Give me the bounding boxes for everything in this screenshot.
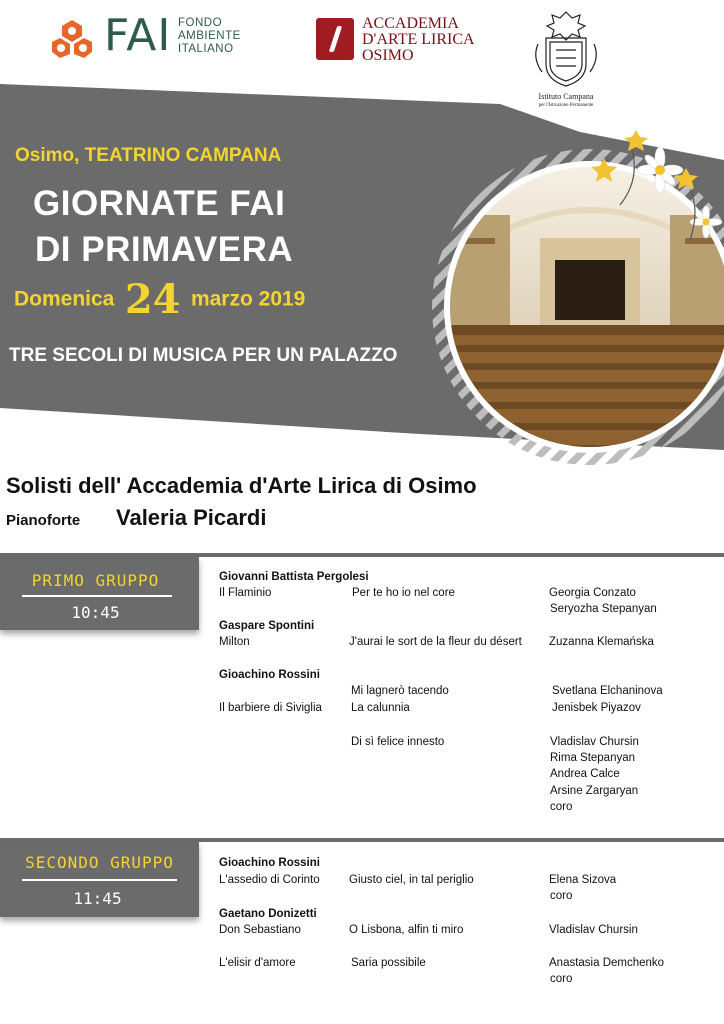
group-box-secondo bbox=[0, 842, 199, 917]
group-time: 11:45 bbox=[73, 889, 122, 908]
fai-line: FONDO bbox=[178, 17, 223, 29]
singer: Seryozha Stepanyan bbox=[550, 603, 657, 615]
group-underline bbox=[22, 595, 172, 597]
istituto-name: Istituto Campana bbox=[538, 92, 594, 101]
date-month-year: marzo 2019 bbox=[190, 287, 306, 311]
event-title-line1: GIORNATE FAI bbox=[33, 184, 286, 223]
accademia-line: OSIMO bbox=[362, 47, 414, 64]
date-day: 24 bbox=[124, 276, 181, 323]
group-underline bbox=[22, 879, 177, 881]
event-title-line2: DI PRIMAVERA bbox=[35, 230, 294, 269]
fai-line: AMBIENTE bbox=[178, 30, 241, 42]
aria: O Lisbona, alfin ti miro bbox=[349, 924, 464, 936]
date-weekday: Domenica bbox=[14, 287, 115, 311]
aria: J'aurai le sort de la fleur du désert bbox=[349, 636, 522, 648]
aria: Mi lagnerò tacendo bbox=[351, 685, 449, 697]
soloists-heading: Solisti dell' Accademia d'Arte Lirica di Osimo bbox=[6, 473, 477, 498]
singer: Svetlana Elchaninova bbox=[552, 685, 663, 697]
opera: L'assedio di Corinto bbox=[219, 874, 320, 886]
opera: Il Flaminio bbox=[219, 587, 272, 599]
accademia-line: D'ARTE LIRICA bbox=[362, 31, 475, 48]
group-box-primo bbox=[0, 557, 199, 630]
composer: Gaspare Spontini bbox=[219, 620, 315, 632]
aria: Di sì felice innesto bbox=[351, 736, 445, 748]
group-name: PRIMO GRUPPO bbox=[31, 571, 160, 590]
singer: coro bbox=[550, 801, 573, 813]
aria: Giusto ciel, in tal periglio bbox=[349, 874, 474, 886]
singer: Zuzanna Klemańska bbox=[549, 636, 654, 648]
fai-wordmark: FAI bbox=[104, 10, 172, 61]
opera: Don Sebastiano bbox=[219, 924, 301, 936]
event-date bbox=[14, 276, 306, 323]
piano-label: Pianoforte bbox=[6, 512, 81, 529]
composer: Gaetano Donizetti bbox=[219, 908, 317, 920]
singer: Andrea Calce bbox=[550, 768, 620, 780]
event-subtitle: TRE SECOLI DI MUSICA PER UN PALAZZO bbox=[9, 345, 398, 366]
opera: Il barbiere di Siviglia bbox=[219, 702, 322, 714]
istituto-subname: per l'Istruzione Permanente bbox=[538, 103, 594, 108]
singer: Jenisbek Piyazov bbox=[552, 702, 641, 714]
opera: Milton bbox=[219, 636, 250, 648]
aria: Per te ho io nel core bbox=[352, 587, 455, 599]
location: Osimo, TEATRINO CAMPANA bbox=[15, 145, 282, 166]
singer: Elena Sizova bbox=[549, 874, 617, 886]
opera: L'elisir d'amore bbox=[219, 957, 296, 969]
composer: Gioachino Rossini bbox=[219, 857, 320, 869]
accademia-line: ACCADEMIA bbox=[362, 15, 459, 32]
composer: Giovanni Battista Pergolesi bbox=[219, 571, 369, 583]
aria: Saria possibile bbox=[351, 957, 426, 969]
fai-line: ITALIANO bbox=[178, 43, 234, 55]
singer: Vladislav Chursin bbox=[549, 924, 638, 936]
aria: La calunnia bbox=[351, 702, 410, 714]
composer: Gioachino Rossini bbox=[219, 669, 320, 681]
singer: Vladislav Chursin bbox=[550, 736, 639, 748]
pianist-name: Valeria Picardi bbox=[116, 505, 267, 530]
group-time: 10:45 bbox=[71, 603, 120, 622]
singer: coro bbox=[550, 973, 573, 985]
singer: Rima Stepanyan bbox=[550, 752, 636, 764]
singer: Georgia Conzato bbox=[549, 587, 636, 599]
singer: Anastasia Demchenko bbox=[549, 957, 665, 969]
singer: coro bbox=[550, 890, 573, 902]
singer: Arsine Zargaryan bbox=[550, 785, 639, 797]
group-name: SECONDO GRUPPO bbox=[25, 853, 174, 872]
